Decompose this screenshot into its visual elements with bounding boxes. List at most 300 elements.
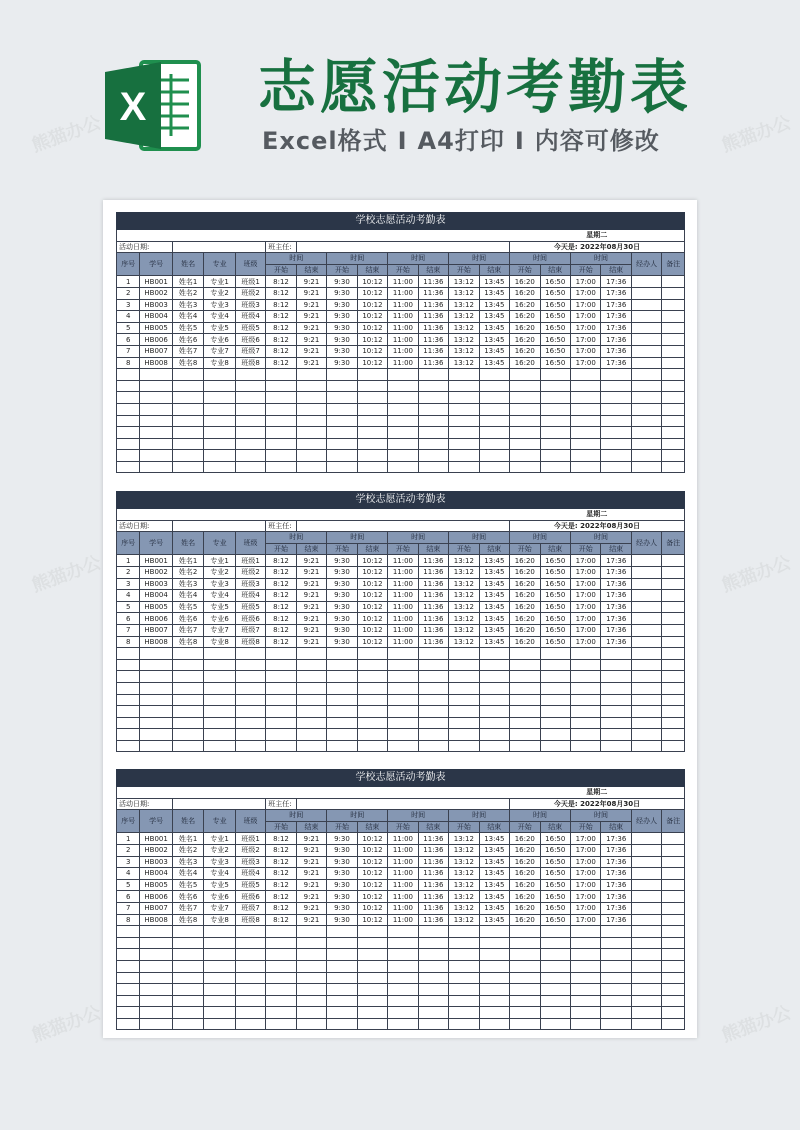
empty-cell[interactable] (117, 369, 140, 381)
table-cell[interactable]: 姓名6 (172, 891, 203, 903)
empty-cell[interactable] (388, 392, 418, 404)
empty-cell[interactable] (140, 461, 173, 473)
table-cell[interactable]: 10:12 (357, 833, 387, 845)
empty-cell[interactable] (357, 392, 387, 404)
empty-cell[interactable] (540, 995, 570, 1007)
empty-cell[interactable] (296, 438, 326, 450)
empty-cell[interactable] (631, 380, 661, 392)
table-cell[interactable]: 9:21 (296, 624, 326, 636)
table-cell[interactable]: 2 (117, 287, 140, 299)
table-cell[interactable]: 11:36 (418, 322, 448, 334)
empty-cell[interactable] (418, 972, 448, 984)
table-cell[interactable]: 班级1 (235, 833, 265, 845)
empty-cell[interactable] (662, 450, 685, 462)
empty-cell[interactable] (479, 694, 509, 706)
table-cell[interactable]: 16:50 (540, 322, 570, 334)
empty-cell[interactable] (631, 1007, 661, 1019)
empty-cell[interactable] (449, 972, 479, 984)
table-cell[interactable]: 4 (117, 311, 140, 323)
empty-cell[interactable] (172, 427, 203, 439)
empty-cell[interactable] (296, 717, 326, 729)
table-cell[interactable]: 11:00 (388, 613, 418, 625)
empty-cell[interactable] (601, 438, 631, 450)
empty-cell[interactable] (631, 369, 661, 381)
empty-cell[interactable] (449, 671, 479, 683)
table-cell[interactable]: HB001 (140, 555, 173, 567)
table-cell[interactable]: 9:30 (327, 345, 357, 357)
empty-cell[interactable] (117, 926, 140, 938)
empty-cell[interactable] (570, 427, 600, 439)
empty-cell[interactable] (479, 1007, 509, 1019)
empty-cell[interactable] (570, 1018, 600, 1030)
empty-cell[interactable] (172, 415, 203, 427)
empty-cell[interactable] (601, 717, 631, 729)
table-cell[interactable]: 17:36 (601, 590, 631, 602)
empty-cell[interactable] (140, 717, 173, 729)
empty-cell[interactable] (327, 1018, 357, 1030)
empty-cell[interactable] (204, 694, 235, 706)
table-cell[interactable]: 16:50 (540, 357, 570, 369)
empty-cell[interactable] (235, 717, 265, 729)
table-cell[interactable]: 17:00 (570, 879, 600, 891)
empty-cell[interactable] (140, 949, 173, 961)
empty-cell[interactable] (510, 1007, 540, 1019)
empty-cell[interactable] (388, 926, 418, 938)
empty-cell[interactable] (388, 706, 418, 718)
empty-cell[interactable] (296, 1007, 326, 1019)
table-cell[interactable]: 9:30 (327, 276, 357, 288)
table-cell[interactable]: 16:50 (540, 590, 570, 602)
table-cell[interactable]: 班级3 (235, 578, 265, 590)
empty-cell[interactable] (540, 659, 570, 671)
empty-cell[interactable] (388, 1007, 418, 1019)
empty-cell[interactable] (601, 671, 631, 683)
empty-cell[interactable] (140, 972, 173, 984)
table-cell[interactable]: 16:20 (510, 833, 540, 845)
table-cell[interactable]: 专业8 (204, 914, 235, 926)
empty-cell[interactable] (266, 438, 296, 450)
table-cell[interactable]: 10:12 (357, 879, 387, 891)
empty-cell[interactable] (357, 694, 387, 706)
empty-cell[interactable] (601, 937, 631, 949)
empty-cell[interactable] (570, 960, 600, 972)
table-cell[interactable]: 7 (117, 902, 140, 914)
table-cell[interactable]: 13:12 (449, 345, 479, 357)
empty-cell[interactable] (601, 415, 631, 427)
empty-cell[interactable] (388, 984, 418, 996)
table-cell[interactable]: 班级8 (235, 636, 265, 648)
table-cell[interactable]: 17:36 (601, 613, 631, 625)
remark-cell[interactable] (662, 311, 685, 323)
empty-cell[interactable] (418, 949, 448, 961)
empty-cell[interactable] (510, 450, 540, 462)
table-cell[interactable]: 16:20 (510, 856, 540, 868)
empty-cell[interactable] (327, 648, 357, 660)
empty-cell[interactable] (235, 949, 265, 961)
table-cell[interactable]: 13:45 (479, 856, 509, 868)
empty-cell[interactable] (266, 682, 296, 694)
table-cell[interactable]: 13:45 (479, 902, 509, 914)
table-cell[interactable]: 13:45 (479, 590, 509, 602)
table-cell[interactable]: 17:00 (570, 287, 600, 299)
handler-cell[interactable] (631, 902, 661, 914)
table-cell[interactable]: 9:30 (327, 578, 357, 590)
empty-cell[interactable] (418, 461, 448, 473)
remark-cell[interactable] (662, 613, 685, 625)
table-cell[interactable]: 专业8 (204, 636, 235, 648)
table-cell[interactable]: 11:36 (418, 357, 448, 369)
table-cell[interactable]: 11:36 (418, 868, 448, 880)
empty-cell[interactable] (296, 659, 326, 671)
empty-cell[interactable] (204, 380, 235, 392)
table-cell[interactable]: 姓名4 (172, 868, 203, 880)
empty-cell[interactable] (388, 427, 418, 439)
empty-cell[interactable] (570, 717, 600, 729)
empty-cell[interactable] (510, 659, 540, 671)
table-cell[interactable]: 2 (117, 844, 140, 856)
table-cell[interactable]: 班级2 (235, 287, 265, 299)
empty-cell[interactable] (601, 972, 631, 984)
handler-cell[interactable] (631, 636, 661, 648)
empty-cell[interactable] (601, 682, 631, 694)
weekday-cell[interactable]: 星期二 (510, 509, 685, 521)
empty-cell[interactable] (388, 671, 418, 683)
handler-cell[interactable] (631, 601, 661, 613)
table-cell[interactable]: 11:36 (418, 879, 448, 891)
remark-cell[interactable] (662, 578, 685, 590)
empty-cell[interactable] (172, 949, 203, 961)
empty-cell[interactable] (327, 694, 357, 706)
empty-cell[interactable] (510, 415, 540, 427)
empty-cell[interactable] (510, 729, 540, 741)
empty-cell[interactable] (601, 648, 631, 660)
empty-cell[interactable] (117, 1007, 140, 1019)
activity-date-value[interactable] (172, 520, 265, 532)
table-cell[interactable]: HB008 (140, 636, 173, 648)
empty-cell[interactable] (570, 949, 600, 961)
table-cell[interactable]: 13:12 (449, 601, 479, 613)
empty-cell[interactable] (235, 427, 265, 439)
table-cell[interactable]: 班级7 (235, 624, 265, 636)
table-cell[interactable]: 6 (117, 891, 140, 903)
handler-cell[interactable] (631, 590, 661, 602)
empty-cell[interactable] (357, 380, 387, 392)
empty-cell[interactable] (418, 960, 448, 972)
table-cell[interactable]: 专业3 (204, 856, 235, 868)
empty-cell[interactable] (449, 461, 479, 473)
empty-cell[interactable] (235, 937, 265, 949)
table-cell[interactable]: 11:00 (388, 334, 418, 346)
empty-cell[interactable] (204, 740, 235, 752)
table-cell[interactable]: 17:00 (570, 322, 600, 334)
empty-cell[interactable] (449, 648, 479, 660)
table-cell[interactable]: 11:36 (418, 601, 448, 613)
empty-cell[interactable] (388, 648, 418, 660)
empty-cell[interactable] (570, 648, 600, 660)
empty-cell[interactable] (266, 995, 296, 1007)
table-cell[interactable]: 17:00 (570, 636, 600, 648)
empty-cell[interactable] (479, 706, 509, 718)
empty-cell[interactable] (296, 1018, 326, 1030)
table-cell[interactable]: 17:00 (570, 299, 600, 311)
table-cell[interactable]: 姓名8 (172, 357, 203, 369)
table-cell[interactable]: 11:36 (418, 902, 448, 914)
table-cell[interactable]: 8:12 (266, 879, 296, 891)
empty-cell[interactable] (388, 937, 418, 949)
empty-cell[interactable] (570, 403, 600, 415)
handler-cell[interactable] (631, 856, 661, 868)
remark-cell[interactable] (662, 276, 685, 288)
table-cell[interactable]: 5 (117, 879, 140, 891)
table-cell[interactable]: 10:12 (357, 287, 387, 299)
empty-cell[interactable] (601, 392, 631, 404)
table-cell[interactable]: 5 (117, 322, 140, 334)
handler-cell[interactable] (631, 322, 661, 334)
empty-cell[interactable] (662, 949, 685, 961)
table-cell[interactable]: 13:12 (449, 334, 479, 346)
empty-cell[interactable] (296, 706, 326, 718)
table-cell[interactable]: 9:21 (296, 578, 326, 590)
empty-cell[interactable] (449, 427, 479, 439)
empty-cell[interactable] (631, 949, 661, 961)
empty-cell[interactable] (540, 648, 570, 660)
empty-cell[interactable] (388, 1018, 418, 1030)
empty-cell[interactable] (540, 694, 570, 706)
table-cell[interactable]: HB006 (140, 613, 173, 625)
empty-cell[interactable] (140, 648, 173, 660)
table-cell[interactable]: 16:20 (510, 624, 540, 636)
empty-cell[interactable] (479, 659, 509, 671)
remark-cell[interactable] (662, 322, 685, 334)
empty-cell[interactable] (327, 392, 357, 404)
table-cell[interactable]: 11:00 (388, 322, 418, 334)
table-cell[interactable]: 13:45 (479, 287, 509, 299)
table-cell[interactable]: 16:50 (540, 601, 570, 613)
empty-cell[interactable] (140, 960, 173, 972)
empty-cell[interactable] (449, 1018, 479, 1030)
handler-cell[interactable] (631, 868, 661, 880)
empty-cell[interactable] (388, 682, 418, 694)
empty-cell[interactable] (631, 403, 661, 415)
empty-cell[interactable] (266, 461, 296, 473)
empty-cell[interactable] (418, 438, 448, 450)
table-cell[interactable]: 专业3 (204, 299, 235, 311)
empty-cell[interactable] (117, 706, 140, 718)
empty-cell[interactable] (510, 937, 540, 949)
empty-cell[interactable] (204, 1007, 235, 1019)
table-cell[interactable]: 4 (117, 868, 140, 880)
table-cell[interactable]: 11:36 (418, 613, 448, 625)
table-cell[interactable]: 专业8 (204, 357, 235, 369)
empty-cell[interactable] (235, 659, 265, 671)
empty-cell[interactable] (510, 972, 540, 984)
empty-cell[interactable] (540, 960, 570, 972)
empty-cell[interactable] (388, 659, 418, 671)
table-cell[interactable]: 5 (117, 601, 140, 613)
table-cell[interactable]: 9:21 (296, 636, 326, 648)
table-cell[interactable]: 9:21 (296, 299, 326, 311)
handler-cell[interactable] (631, 555, 661, 567)
empty-cell[interactable] (357, 427, 387, 439)
table-cell[interactable]: 9:21 (296, 833, 326, 845)
empty-cell[interactable] (204, 682, 235, 694)
table-cell[interactable]: 8:12 (266, 601, 296, 613)
empty-cell[interactable] (327, 717, 357, 729)
empty-cell[interactable] (296, 937, 326, 949)
empty-cell[interactable] (631, 427, 661, 439)
empty-cell[interactable] (479, 972, 509, 984)
table-cell[interactable]: 姓名1 (172, 555, 203, 567)
empty-cell[interactable] (479, 461, 509, 473)
table-cell[interactable]: 8 (117, 357, 140, 369)
empty-cell[interactable] (631, 960, 661, 972)
table-cell[interactable]: 8:12 (266, 311, 296, 323)
table-cell[interactable]: 9:21 (296, 322, 326, 334)
empty-cell[interactable] (449, 415, 479, 427)
table-cell[interactable]: 姓名3 (172, 299, 203, 311)
empty-cell[interactable] (570, 369, 600, 381)
empty-cell[interactable] (204, 427, 235, 439)
empty-cell[interactable] (327, 960, 357, 972)
empty-cell[interactable] (479, 438, 509, 450)
table-cell[interactable]: HB004 (140, 868, 173, 880)
table-cell[interactable]: 16:50 (540, 902, 570, 914)
empty-cell[interactable] (140, 427, 173, 439)
empty-cell[interactable] (235, 972, 265, 984)
empty-cell[interactable] (296, 984, 326, 996)
table-cell[interactable]: 17:36 (601, 311, 631, 323)
remark-cell[interactable] (662, 345, 685, 357)
empty-cell[interactable] (140, 438, 173, 450)
empty-cell[interactable] (510, 392, 540, 404)
table-cell[interactable]: 班级5 (235, 322, 265, 334)
empty-cell[interactable] (418, 694, 448, 706)
table-cell[interactable]: 16:50 (540, 311, 570, 323)
table-cell[interactable]: 姓名5 (172, 601, 203, 613)
remark-cell[interactable] (662, 856, 685, 868)
empty-cell[interactable] (662, 937, 685, 949)
table-cell[interactable]: 10:12 (357, 555, 387, 567)
empty-cell[interactable] (327, 949, 357, 961)
remark-cell[interactable] (662, 879, 685, 891)
empty-cell[interactable] (296, 450, 326, 462)
table-cell[interactable]: 专业6 (204, 613, 235, 625)
empty-cell[interactable] (388, 450, 418, 462)
empty-cell[interactable] (266, 694, 296, 706)
remark-cell[interactable] (662, 287, 685, 299)
table-cell[interactable]: 16:20 (510, 345, 540, 357)
empty-cell[interactable] (418, 648, 448, 660)
table-cell[interactable]: 姓名8 (172, 636, 203, 648)
table-cell[interactable]: HB005 (140, 879, 173, 891)
empty-cell[interactable] (631, 1018, 661, 1030)
table-cell[interactable]: 8:12 (266, 334, 296, 346)
handler-cell[interactable] (631, 578, 661, 590)
empty-cell[interactable] (540, 369, 570, 381)
table-cell[interactable]: 专业5 (204, 601, 235, 613)
empty-cell[interactable] (357, 461, 387, 473)
empty-cell[interactable] (266, 984, 296, 996)
empty-cell[interactable] (570, 995, 600, 1007)
empty-cell[interactable] (449, 682, 479, 694)
empty-cell[interactable] (117, 415, 140, 427)
empty-cell[interactable] (388, 694, 418, 706)
empty-cell[interactable] (449, 403, 479, 415)
empty-cell[interactable] (296, 369, 326, 381)
table-cell[interactable]: 13:12 (449, 914, 479, 926)
empty-cell[interactable] (357, 729, 387, 741)
table-cell[interactable]: 13:45 (479, 833, 509, 845)
table-cell[interactable]: HB007 (140, 624, 173, 636)
empty-cell[interactable] (235, 438, 265, 450)
table-cell[interactable]: 班级1 (235, 276, 265, 288)
empty-cell[interactable] (204, 461, 235, 473)
table-cell[interactable]: 16:20 (510, 311, 540, 323)
empty-cell[interactable] (266, 926, 296, 938)
table-cell[interactable]: 姓名5 (172, 879, 203, 891)
empty-cell[interactable] (388, 972, 418, 984)
table-cell[interactable]: 11:00 (388, 601, 418, 613)
empty-cell[interactable] (570, 706, 600, 718)
table-cell[interactable]: 姓名8 (172, 914, 203, 926)
empty-cell[interactable] (418, 659, 448, 671)
empty-cell[interactable] (449, 949, 479, 961)
table-cell[interactable]: 9:30 (327, 311, 357, 323)
table-cell[interactable]: 13:45 (479, 891, 509, 903)
empty-cell[interactable] (327, 937, 357, 949)
table-cell[interactable]: 16:20 (510, 287, 540, 299)
empty-cell[interactable] (479, 717, 509, 729)
table-cell[interactable]: 17:00 (570, 578, 600, 590)
empty-cell[interactable] (631, 694, 661, 706)
empty-cell[interactable] (449, 380, 479, 392)
empty-cell[interactable] (662, 706, 685, 718)
table-cell[interactable]: 16:50 (540, 636, 570, 648)
empty-cell[interactable] (357, 369, 387, 381)
table-cell[interactable]: 8:12 (266, 578, 296, 590)
empty-cell[interactable] (601, 706, 631, 718)
empty-cell[interactable] (235, 706, 265, 718)
empty-cell[interactable] (631, 648, 661, 660)
empty-cell[interactable] (631, 392, 661, 404)
handler-cell[interactable] (631, 566, 661, 578)
table-cell[interactable]: 10:12 (357, 566, 387, 578)
remark-cell[interactable] (662, 914, 685, 926)
empty-cell[interactable] (418, 403, 448, 415)
table-cell[interactable]: HB001 (140, 833, 173, 845)
empty-cell[interactable] (540, 949, 570, 961)
table-cell[interactable]: 11:00 (388, 566, 418, 578)
table-cell[interactable]: HB001 (140, 276, 173, 288)
empty-cell[interactable] (140, 706, 173, 718)
empty-cell[interactable] (449, 1007, 479, 1019)
empty-cell[interactable] (266, 392, 296, 404)
empty-cell[interactable] (357, 1018, 387, 1030)
table-cell[interactable]: 10:12 (357, 334, 387, 346)
table-cell[interactable]: 17:00 (570, 334, 600, 346)
table-cell[interactable]: 16:50 (540, 914, 570, 926)
empty-cell[interactable] (449, 450, 479, 462)
empty-cell[interactable] (510, 740, 540, 752)
empty-cell[interactable] (172, 380, 203, 392)
table-cell[interactable]: 3 (117, 299, 140, 311)
empty-cell[interactable] (204, 960, 235, 972)
table-cell[interactable]: 16:20 (510, 357, 540, 369)
table-cell[interactable]: 11:00 (388, 311, 418, 323)
empty-cell[interactable] (266, 960, 296, 972)
empty-cell[interactable] (172, 450, 203, 462)
table-cell[interactable]: 11:00 (388, 287, 418, 299)
